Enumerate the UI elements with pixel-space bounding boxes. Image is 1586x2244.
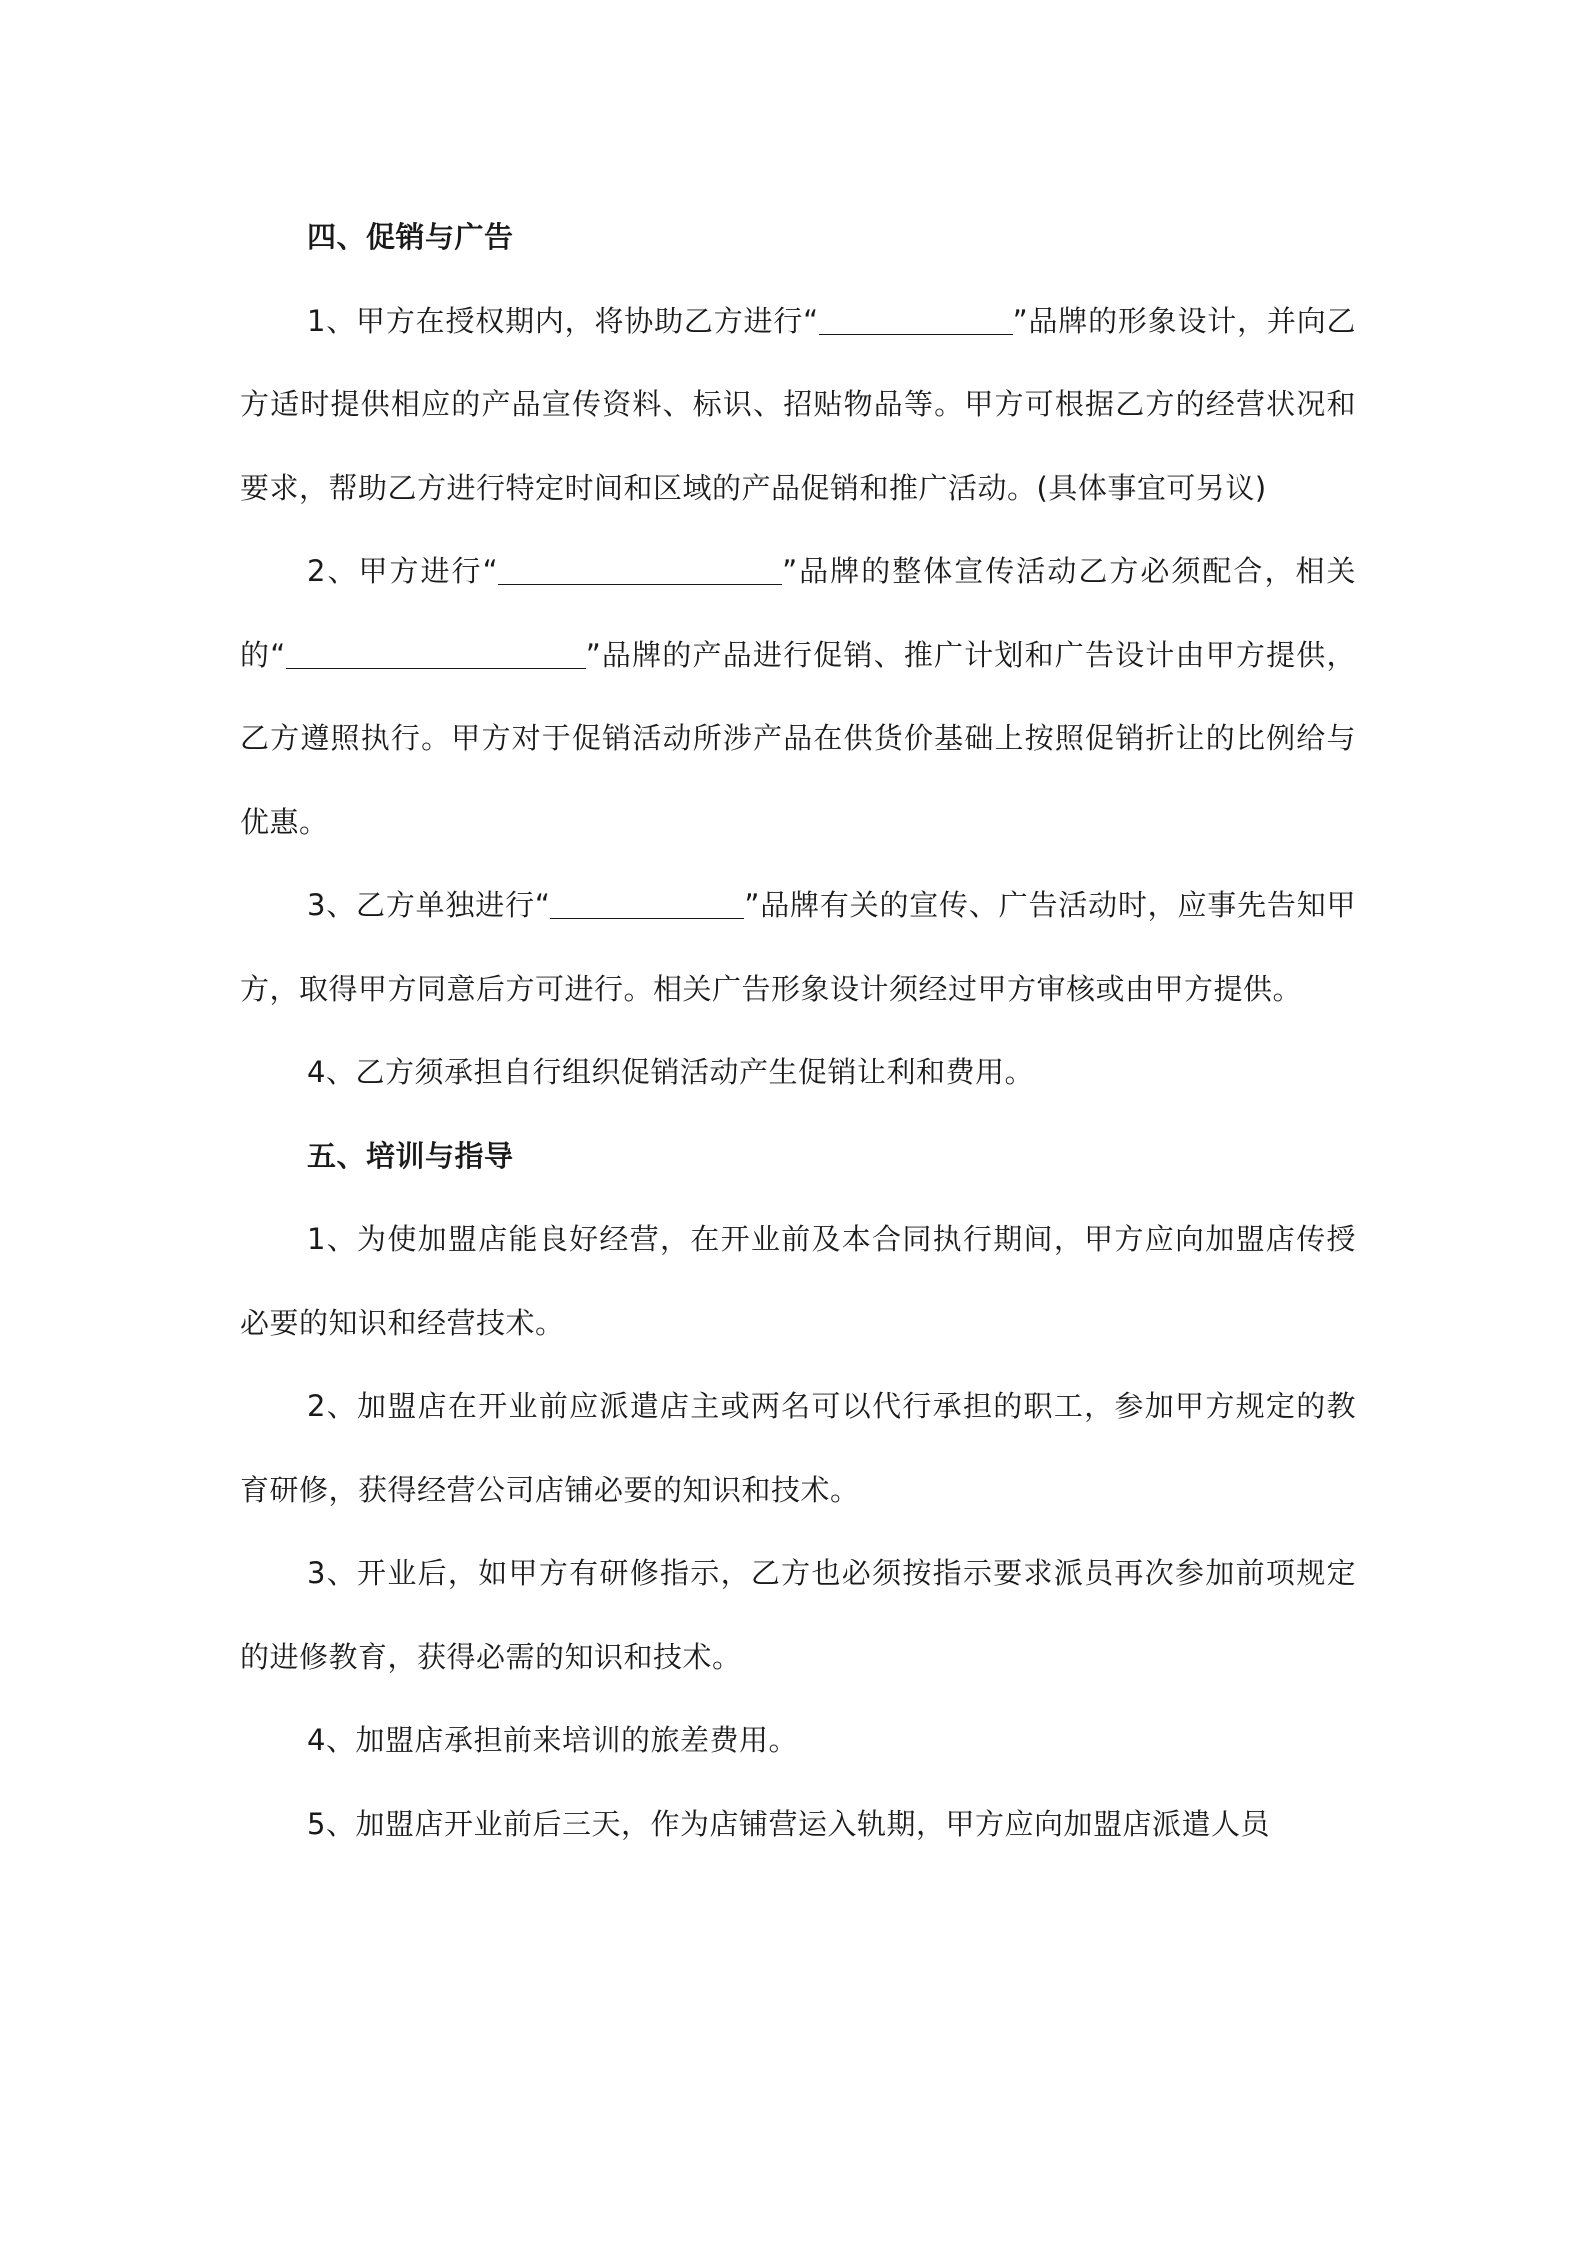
section-5-clause-2: 2、加盟店在开业前应派遣店主或两名可以代行承担的职工，参加甲方规定的教育研修，获得经营公司店铺必要的知识和技术。	[240, 1389, 1356, 1507]
clause-text: ”品牌的形象设计，并向乙方适时提供相应的产品宣传资料、标识、招贴物品等。甲方可根据乙方的经营状况和要求，帮助乙方进行特定时间和区域的产品促销和推广活动。(具体事宜可另议)	[240, 303, 1356, 505]
clause-text: ”品牌的产品进行促销、推广计划和广告设计由甲方提供，乙方遵照执行。甲方对于促销活动所涉产品在供货价基础上按照促销折让的比例给与优惠。	[240, 637, 1356, 839]
section-4-clause-2	[240, 530, 1356, 864]
clause-text: ”品牌有关的宣传、广告活动时，应事先告知甲方，取得甲方同意后方可进行。相关广告形象设计须经过甲方审核或由甲方提供。	[240, 888, 1356, 1006]
brand-blank-field	[550, 888, 744, 919]
clause-text: 2、甲方进行“	[307, 554, 499, 588]
brand-blank-field	[286, 638, 586, 669]
section-5-clause-3: 3、开业后，如甲方有研修指示，乙方也必须按指示要求派员再次参加前项规定的进修教育，获得必需的知识和技术。	[240, 1556, 1356, 1674]
section-4-heading: 四、促销与广告	[307, 220, 514, 254]
clause-text: ”品牌的整体宣传活动乙方必须配合，相关的“	[240, 554, 1356, 672]
clause-text: 3、乙方单独进行“	[307, 888, 551, 922]
clause-text: 1、甲方在授权期内，将协助乙方进行“	[307, 303, 819, 338]
section-5-clause-4: 4、加盟店承担前来培训的旅差费用。	[307, 1723, 798, 1757]
section-4-clause-1	[240, 280, 1356, 531]
brand-blank-field	[819, 304, 1013, 335]
brand-blank-field	[498, 554, 782, 585]
section-5-clause-1: 1、为使加盟店能良好经营，在开业前及本合同执行期间，甲方应向加盟店传授必要的知识和经营技术。	[240, 1222, 1356, 1340]
section-5-heading: 五、培训与指导	[307, 1138, 514, 1173]
section-4-clause-3	[240, 864, 1356, 1031]
section-4-clause-4: 4、乙方须承担自行组织促销活动产生促销让利和费用。	[307, 1055, 1034, 1089]
section-5-clause-5: 5、加盟店开业前后三天，作为店铺营运入轨期，甲方应向加盟店派遣人员	[307, 1806, 1270, 1841]
document-page	[240, 196, 1356, 1866]
